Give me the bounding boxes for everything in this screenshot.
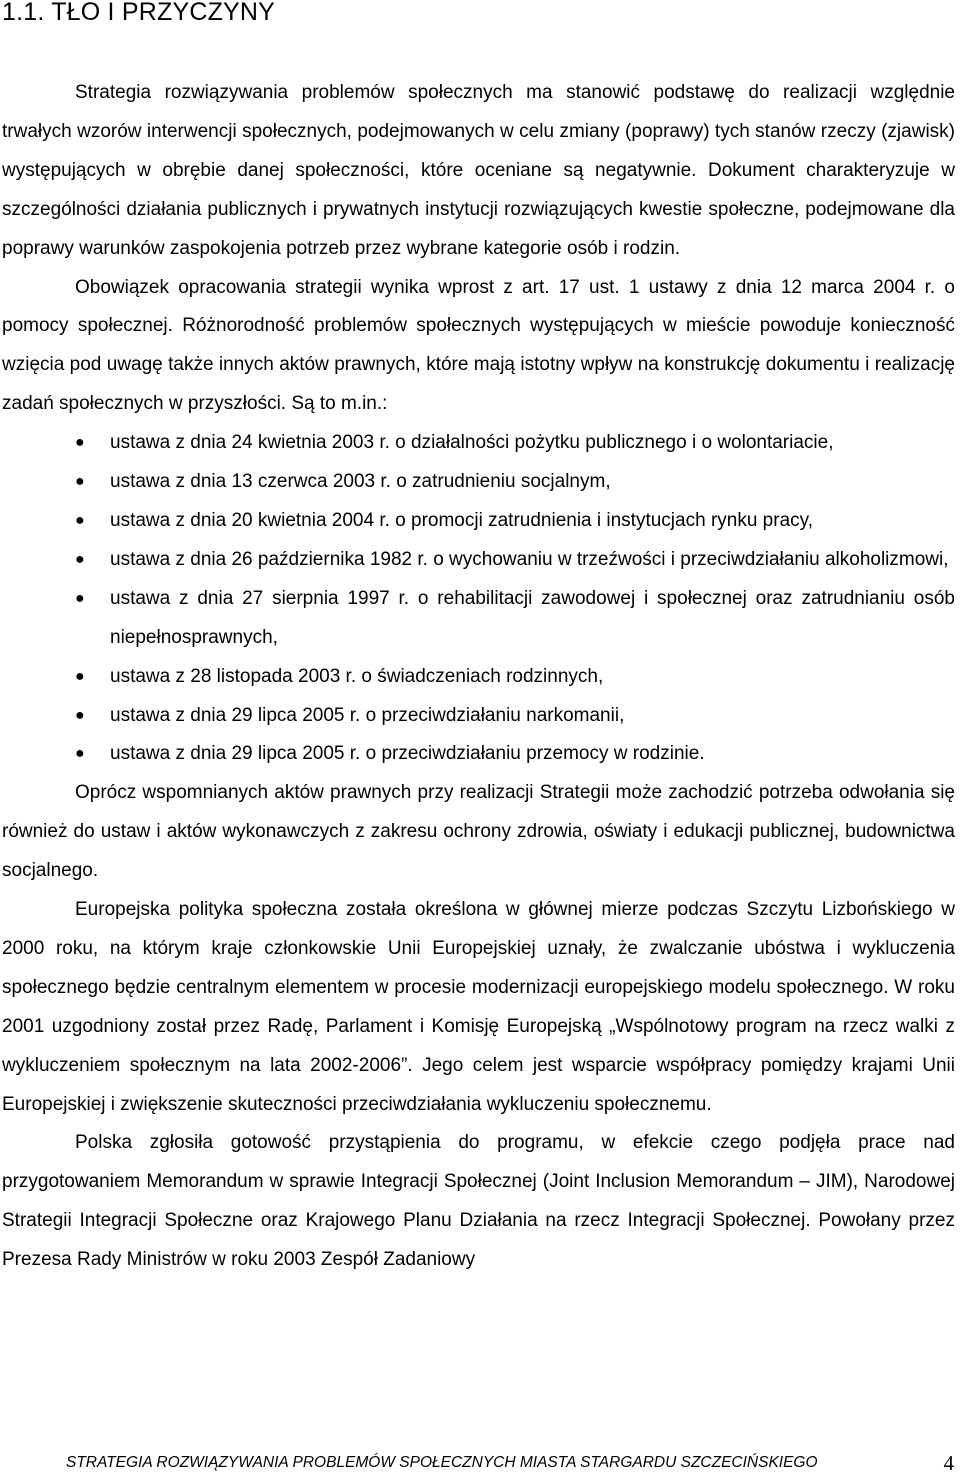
list-item-text: ustawa z dnia 29 lipca 2005 r. o przeciwdziałaniu narkomanii, — [110, 704, 625, 726]
list-item — [2, 541, 955, 580]
document-body — [2, 74, 955, 1280]
list-item-text: ustawa z dnia 13 czerwca 2003 r. o zatrudnieniu socjalnym, — [110, 471, 611, 493]
bullet-icon: ● — [75, 589, 85, 607]
list-item — [2, 697, 955, 736]
list-item — [2, 735, 955, 774]
list-item-text: ustawa z dnia 26 października 1982 r. o wychowaniu w trzeźwości i przeciwdziałaniu alkoholizmowi, — [110, 548, 949, 570]
list-item — [2, 463, 955, 502]
bullet-icon: ● — [75, 511, 85, 529]
bullet-icon: ● — [75, 434, 85, 452]
list-item — [2, 502, 955, 541]
paragraph-obligation: Obowiązek opracowania strategii wynika wprost z art. 17 ust. 1 ustawy z dnia 12 marca 2004 r. o pomocy społecznej. Różnorodność problemów społecznych występujących w mieście powoduje konieczność wzięcia pod uwagę także innych aktów prawnych, które mają istotny wpływ na konstrukcję dokumentu i realizację zadań społecznych w przyszłości. Są to m.in.: — [2, 276, 955, 415]
list-item-text: ustawa z dnia 29 lipca 2005 r. o przeciwdziałaniu przemocy w rodzinie. — [110, 743, 705, 765]
bullet-icon: ● — [75, 745, 85, 763]
paragraph-poland: Polska zgłosiła gotowość przystąpienia do programu, w efekcie czego podjęła prace nad przygotowaniem Memorandum w sprawie Integracji Społecznej (Joint Inclusion Memorandum – JIM), Narodowej Strategii Integracji Społeczne oraz Krajowego Planu Działania na rzecz Integracji Społecznej. Powołany przez Prezesa Rady Ministrów w roku 2003 Zespół Zadaniowy — [2, 1132, 955, 1271]
bullet-icon: ● — [75, 473, 85, 491]
section-heading: 1.1. TŁO I PRZYCZYNY — [2, 0, 276, 26]
list-item-text: ustawa z dnia 27 sierpnia 1997 r. o rehabilitacji zawodowej i społecznej oraz zatrudnianiu osób niepełnosprawnych, — [110, 587, 955, 648]
legal-acts-list — [2, 424, 955, 774]
paragraph-eu-policy: Europejska polityka społeczna została określona w głównej mierze podczas Szczytu Lizbońskiego w 2000 roku, na którym kraje członkowskie Unii Europejskiej uznały, że zwalczanie ubóstwa i wykluczenia społecznego będzie centralnym elementem w procesie modernizacji europejskiego modelu społecznego. W roku 2001 uzgodniony został przez Radę, Parlament i Komisję Europejską „Wspólnotowy program na rzecz walki z wykluczeniem społecznym na lata 2002-2006”. Jego celem jest wsparcie współpracy pomiędzy krajami Unii Europejskiej i zwiększenie skuteczności przeciwdziałania wykluczeniu społecznemu. — [2, 899, 955, 1115]
paragraph-other-acts: Oprócz wspomnianych aktów prawnych przy realizacji Strategii może zachodzić potrzeba odwołania się również do ustaw i aktów wykonawczych z zakresu ochrony zdrowia, oświaty i edukacji publicznej, budownictwa socjalnego. — [2, 782, 955, 882]
footer-title: STRATEGIA ROZWIĄZYWANIA PROBLEMÓW SPOŁECZNYCH MIASTA STARGARDU SZCZECIŃSKIEGO — [66, 1454, 818, 1471]
paragraph-intro: Strategia rozwiązywania problemów społecznych ma stanowić podstawę do realizacji względnie trwałych wzorów interwencji społecznych, podejmowanych w celu zmiany (poprawy) tych stanów rzeczy (zjawisk) występujących w obrębie danej społeczności, które oceniane są negatywnie. Dokument charakteryzuje w szczególności działania publicznych i prywatnych instytucji rozwiązujących kwestie społeczne, podejmowane dla poprawy warunków zaspokojenia potrzeb przez wybrane kategorie osób i rodzin. — [2, 82, 955, 259]
list-item — [2, 658, 955, 697]
bullet-icon: ● — [75, 550, 85, 568]
list-item-text: ustawa z dnia 20 kwietnia 2004 r. o promocji zatrudnienia i instytucjach rynku pracy, — [110, 509, 814, 531]
list-item-text: ustawa z 28 listopada 2003 r. o świadczeniach rodzinnych, — [110, 665, 604, 687]
page-number: 4 — [943, 1451, 954, 1475]
list-item-text: ustawa z dnia 24 kwietnia 2003 r. o działalności pożytku publicznego i o wolontariacie, — [110, 432, 834, 454]
bullet-icon: ● — [75, 667, 85, 685]
list-item — [2, 424, 955, 463]
list-item — [2, 580, 955, 658]
page-footer — [66, 1451, 958, 1475]
bullet-icon: ● — [75, 706, 85, 724]
